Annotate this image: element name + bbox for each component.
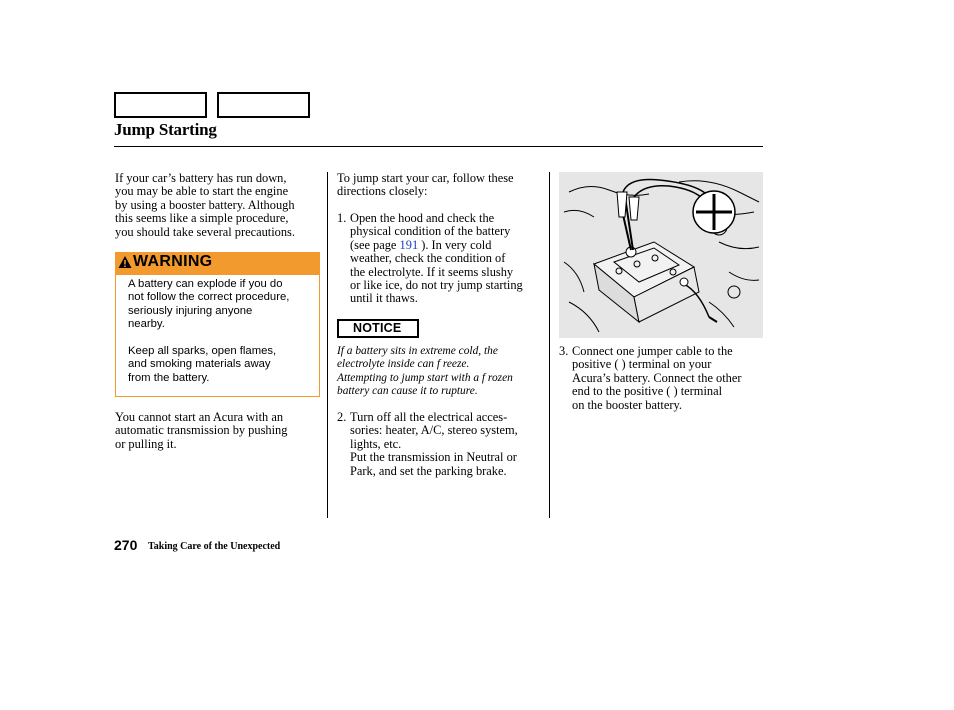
text-line: on the booster battery. (572, 397, 682, 412)
nav-button-1[interactable] (114, 92, 207, 118)
col2-intro (337, 172, 547, 199)
text-line: sories: heater, A/C, stereo system, (350, 423, 518, 438)
text-line: Connect one jumper cable to the (572, 344, 733, 358)
text-fragment: (see page (350, 237, 400, 252)
page-number: 270 (114, 537, 138, 553)
text-fragment: ). In very cold (418, 237, 492, 252)
text-line: Turn off all the electrical acces- (350, 410, 508, 424)
text-line: not follow the correct procedure, (128, 291, 290, 304)
text-line: Open the hood and check the (350, 211, 495, 225)
step-number: 2. (337, 410, 347, 424)
text-line: physical condition of the battery (350, 224, 511, 239)
text-line: you may be able to start the engine (115, 184, 289, 199)
warning-label: WARNING (133, 253, 213, 270)
title-divider (114, 146, 763, 147)
notice-label: NOTICE (353, 321, 402, 335)
text-line: by using a booster battery. Although (115, 197, 295, 212)
step-number: 3. (559, 344, 569, 358)
battery-illustration (559, 172, 763, 338)
text-line: To jump start your car, follow these (337, 171, 514, 185)
text-line: Keep all sparks, open flames, (128, 345, 277, 358)
notice-header (337, 319, 419, 338)
warning-box (115, 274, 320, 397)
text-line: until it thaws. (350, 291, 418, 306)
text-line: seriously injuring anyone (128, 304, 253, 317)
text-line: lights, etc. (350, 436, 402, 451)
text-line: nearby. (128, 318, 165, 331)
text-line: If a battery sits in extreme cold, the (337, 345, 498, 357)
warning-text (128, 278, 313, 385)
notice-text (337, 345, 547, 399)
text-line: or like ice, do not try jump starting (350, 278, 523, 293)
text-line: Acura’s battery. Connect the other (572, 370, 742, 385)
text-line: end to the positive ( ) terminal (572, 384, 723, 399)
step-1 (337, 212, 547, 306)
text-line: If your car’s battery has run down, (115, 171, 287, 185)
intro-paragraph (115, 172, 325, 239)
text-line: A battery can explode if you do (128, 278, 283, 290)
battery-jumper-cable-illustration (559, 172, 763, 338)
text-line: battery can cause it to rupture. (337, 385, 478, 398)
step-3 (559, 345, 764, 412)
column-divider-1 (327, 172, 328, 518)
text-line: electrolyte inside can f reeze. (337, 358, 470, 371)
text-line: Put the transmission in Neutral or (350, 450, 517, 465)
text-line: weather, check the condition of (350, 251, 506, 266)
text-line: Attempting to jump start with a f rozen (337, 371, 513, 384)
text-line: and smoking materials away (128, 358, 271, 371)
text-line: the electrolyte. If it seems slushy (350, 264, 514, 279)
nav-button-2[interactable] (217, 92, 310, 118)
text-line: or pulling it. (115, 436, 177, 451)
text-line: automatic transmission by pushing (115, 423, 288, 438)
warning-triangle-icon (118, 255, 132, 269)
page-title: Jump Starting (114, 120, 217, 139)
section-name: Taking Care of the Unexpected (148, 541, 281, 552)
text-line: from the battery. (128, 371, 210, 384)
automatic-note (115, 411, 325, 451)
column-divider-2 (549, 172, 550, 518)
text-line: this seems like a simple procedure, (115, 211, 289, 226)
text-line: directions closely: (337, 184, 428, 199)
text-line: positive ( ) terminal on your (572, 357, 712, 372)
text-line: You cannot start an Acura with an (115, 410, 284, 424)
page-link[interactable]: 191 (399, 237, 419, 252)
text-line: Park, and set the parking brake. (350, 463, 507, 478)
step-number: 1. (337, 211, 347, 225)
step-2 (337, 411, 547, 478)
text-line: you should take several precautions. (115, 224, 295, 239)
warning-header (115, 252, 320, 274)
